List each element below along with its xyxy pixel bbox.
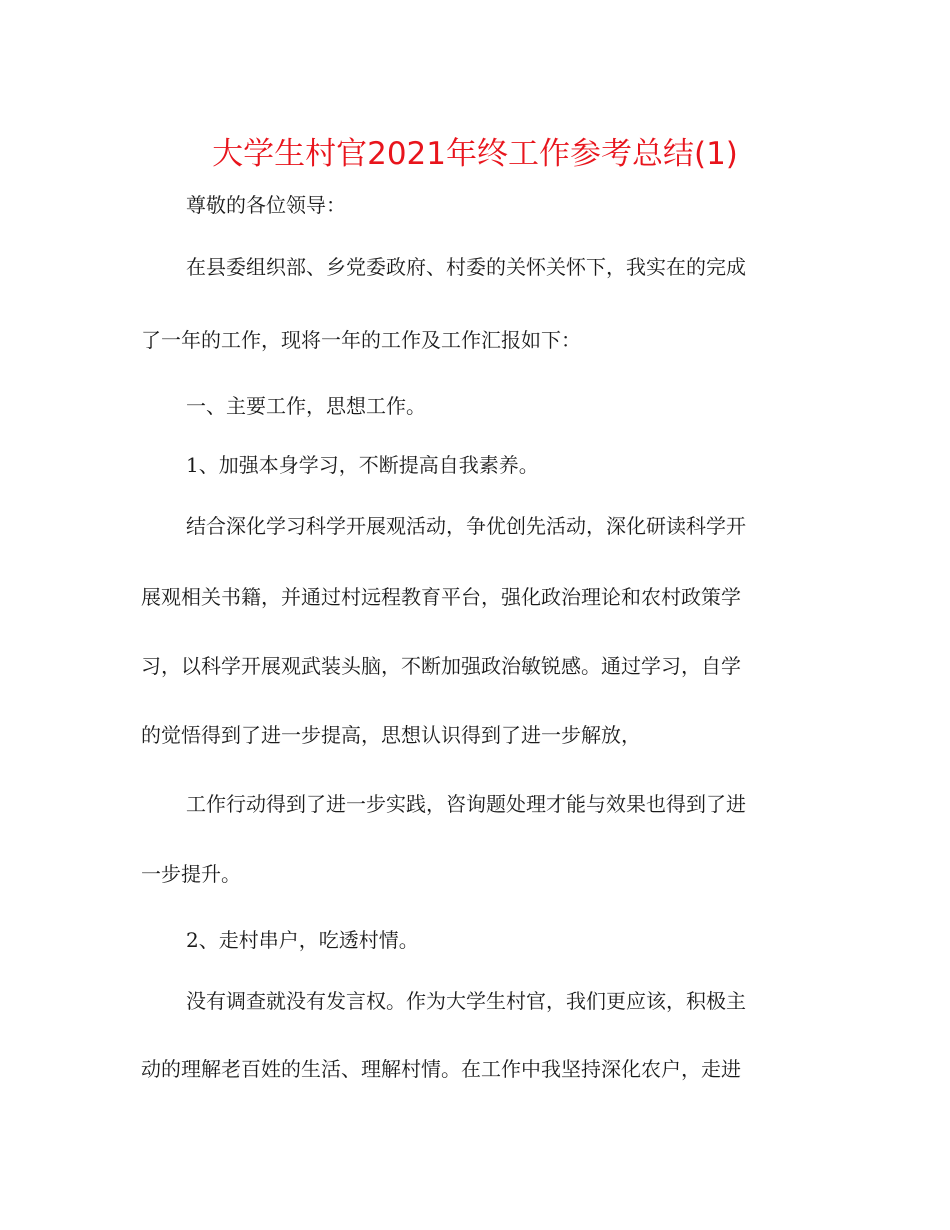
- paragraph-line: 动的理解老百姓的生活、理解村情。在工作中我坚持深化农户，走进: [141, 1057, 741, 1081]
- document-title: 大学生村官2021年终工作参考总结(1): [212, 136, 738, 172]
- paragraph-line: 没有调查就没有发言权。作为大学生村官，我们更应该，积极主: [186, 989, 746, 1013]
- section-heading: 一、主要工作，思想工作。: [186, 394, 426, 418]
- paragraph-line: 了一年的工作，现将一年的工作及工作汇报如下：: [141, 328, 581, 352]
- subsection-heading: 1、加强本身学习，不断提高自我素养。: [186, 453, 539, 477]
- paragraph-line: 一步提升。: [141, 862, 241, 886]
- paragraph-line: 习，以科学开展观武装头脑，不断加强政治敏锐感。通过学习，自学: [141, 654, 741, 678]
- paragraph-line: 在县委组织部、乡党委政府、村委的关怀关怀下，我实在的完成: [186, 255, 746, 279]
- paragraph-line: 展观相关书籍，并通过村远程教育平台，强化政治理论和农村政策学: [141, 585, 741, 609]
- salutation: 尊敬的各位领导：: [186, 193, 346, 217]
- paragraph-line: 工作行动得到了进一步实践，咨询题处理才能与效果也得到了进: [186, 792, 746, 816]
- paragraph-line: 的觉悟得到了进一步提高，思想认识得到了进一步解放，: [141, 723, 641, 747]
- subsection-heading: 2、走村串户，吃透村情。: [186, 928, 419, 952]
- paragraph-line: 结合深化学习科学开展观活动，争优创先活动，深化研读科学开: [186, 514, 746, 538]
